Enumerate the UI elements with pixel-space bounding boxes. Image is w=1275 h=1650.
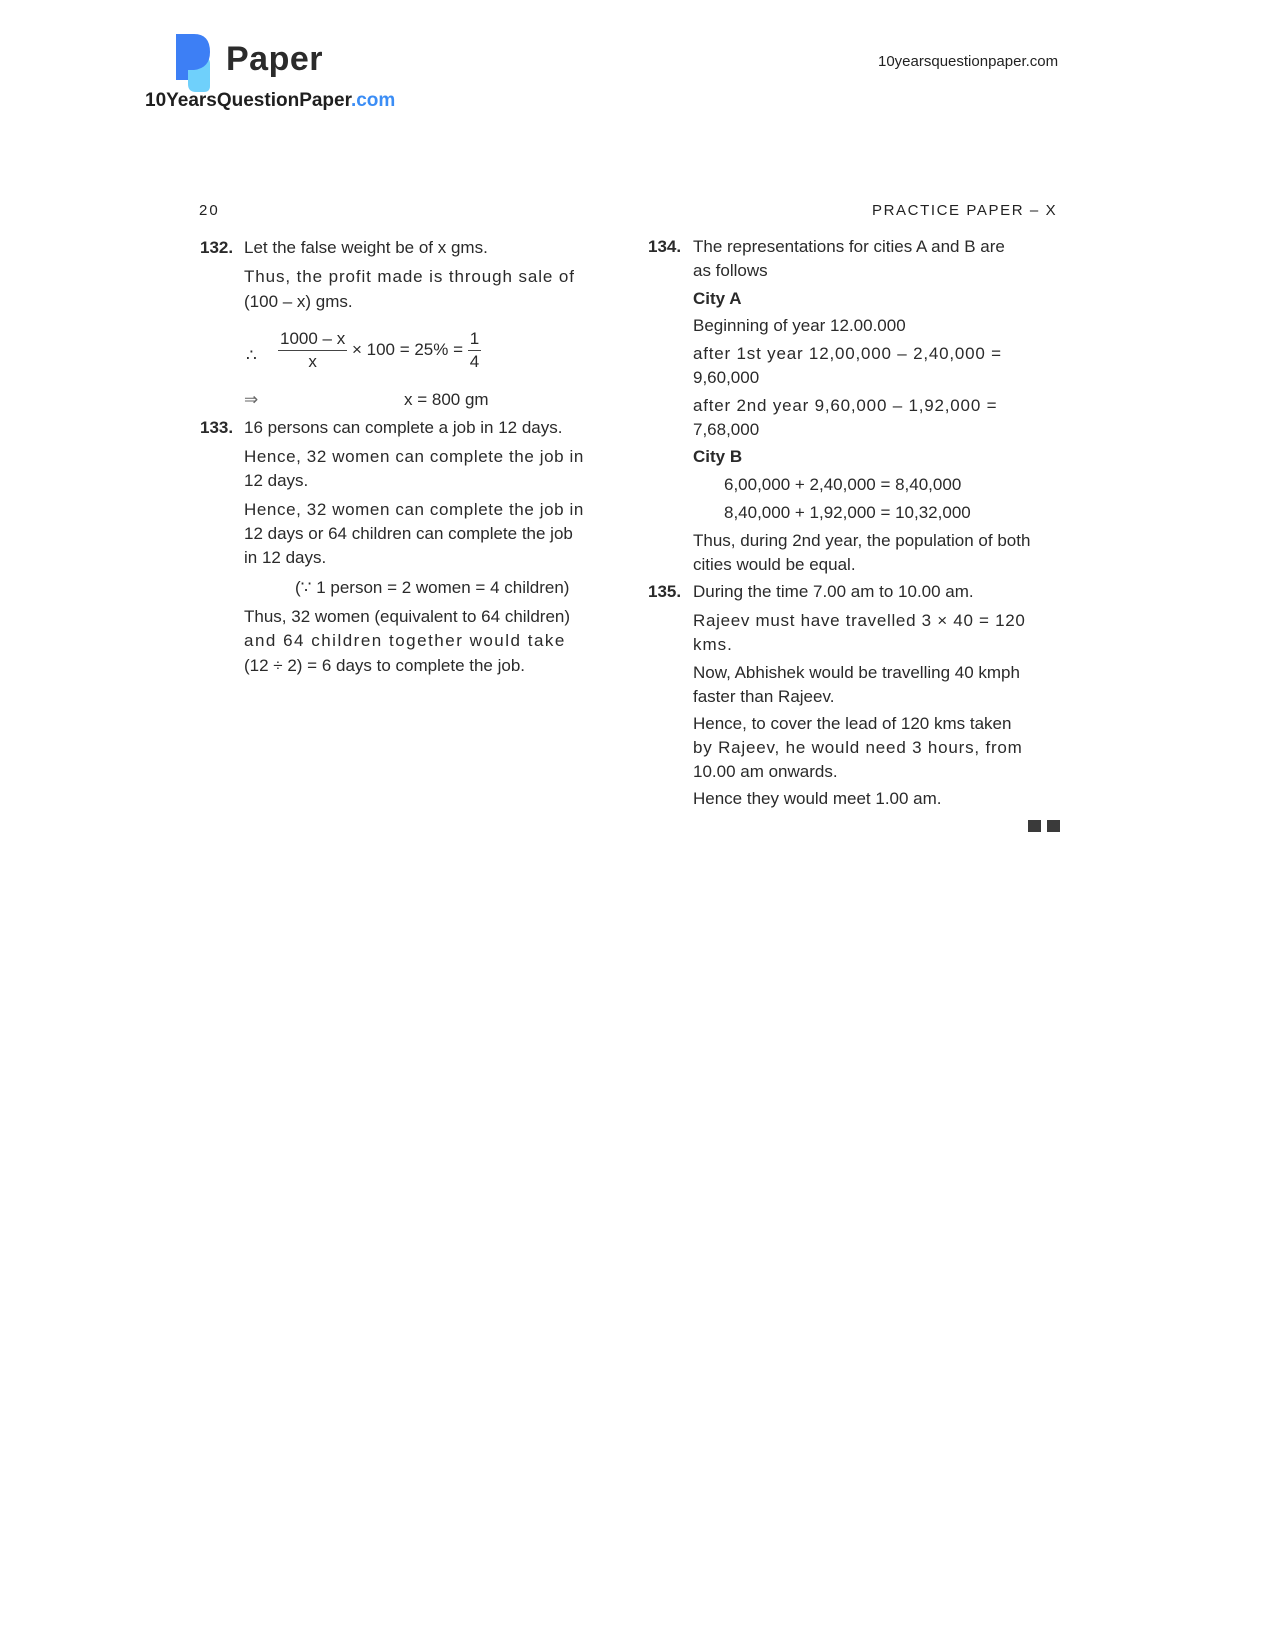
q132-result: x = 800 gm [404,390,489,409]
q132-equation [278,328,481,373]
fraction [468,328,481,373]
q133-line: Hence, 32 women can complete the job in [244,500,584,519]
question-number-133: 133. [200,418,234,437]
q134-line: Thus, during 2nd year, the population of both [693,531,1031,550]
q135-line: Rajeev must have travelled 3 × 40 = 120 [693,611,1026,630]
city-b-heading: City B [693,447,743,466]
fraction-denominator: 4 [469,352,480,371]
q134-line: after 2nd year 9,60,000 – 1,92,000 = [693,396,998,415]
therefore-symbol: ∴ [246,346,257,365]
q134-line: 6,00,000 + 2,40,000 = 8,40,000 [724,475,962,494]
question-number-134: 134. [648,237,682,256]
q134-line: cities would be equal. [693,555,856,574]
end-mark-square-icon [1028,820,1041,832]
question-number-132: 132. [200,238,234,257]
q133-line: Thus, 32 women (equivalent to 64 children) [244,607,571,626]
logo-site-tld: .com [350,90,396,111]
q135-line: by Rajeev, he would need 3 hours, from [693,738,1023,757]
q133-line: (∵ 1 person = 2 women = 4 children) [295,578,570,597]
logo-site-name [145,90,395,112]
fraction-numerator: 1000 – x [278,328,347,351]
q134-line: 7,68,000 [693,420,760,439]
q133-line: (12 ÷ 2) = 6 days to complete the job. [244,656,526,675]
q134-line: as follows [693,261,768,280]
q134-line: 8,40,000 + 1,92,000 = 10,32,000 [724,503,971,522]
q134-line: 9,60,000 [693,368,760,387]
running-head: PRACTICE PAPER – X [872,202,1058,219]
q135-line: 10.00 am onwards. [693,762,838,781]
q133-line: Hence, 32 women can complete the job in [244,447,584,466]
city-a-heading: City A [693,289,742,308]
equation-middle: × 100 = 25% = [351,339,464,359]
q135-line: During the time 7.00 am to 10.00 am. [693,582,974,601]
q133-line: in 12 days. [244,548,327,567]
fraction-denominator: x [308,352,317,371]
q135-line: kms. [693,635,733,654]
q132-line: (100 – x) gms. [244,292,353,311]
question-number-135: 135. [648,582,682,601]
fraction [278,328,347,373]
q135-line: Hence, to cover the lead of 120 kms taken [693,714,1012,733]
q134-line: after 1st year 12,00,000 – 2,40,000 = [693,344,1002,363]
logo-wordmark: Paper [226,40,323,78]
page-number: 20 [199,202,220,219]
q135-line: Now, Abhishek would be travelling 40 kmph [693,663,1020,682]
site-url: 10yearsquestionpaper.com [878,53,1059,70]
q133-line: 16 persons can complete a job in 12 days. [244,418,563,437]
fraction-numerator: 1 [468,328,481,351]
q133-line: 12 days or 64 children can complete the job [244,524,573,543]
q133-line: and 64 children together would take [244,631,566,650]
q135-line: Hence they would meet 1.00 am. [693,789,942,808]
q135-line: faster than Rajeev. [693,687,835,706]
q134-line: The representations for cities A and B are [693,237,1005,256]
implies-symbol: ⇒ [244,390,259,409]
end-of-section-marks [1028,820,1060,832]
logo-site-main: 10YearsQuestionPaper [145,90,351,111]
end-mark-square-icon [1047,820,1060,832]
q132-line: Let the false weight be of x gms. [244,238,488,257]
q132-line: Thus, the profit made is through sale of [244,267,575,286]
paper-logo-icon [176,34,212,92]
q134-line: Beginning of year 12.00.000 [693,316,906,335]
q133-line: 12 days. [244,471,309,490]
